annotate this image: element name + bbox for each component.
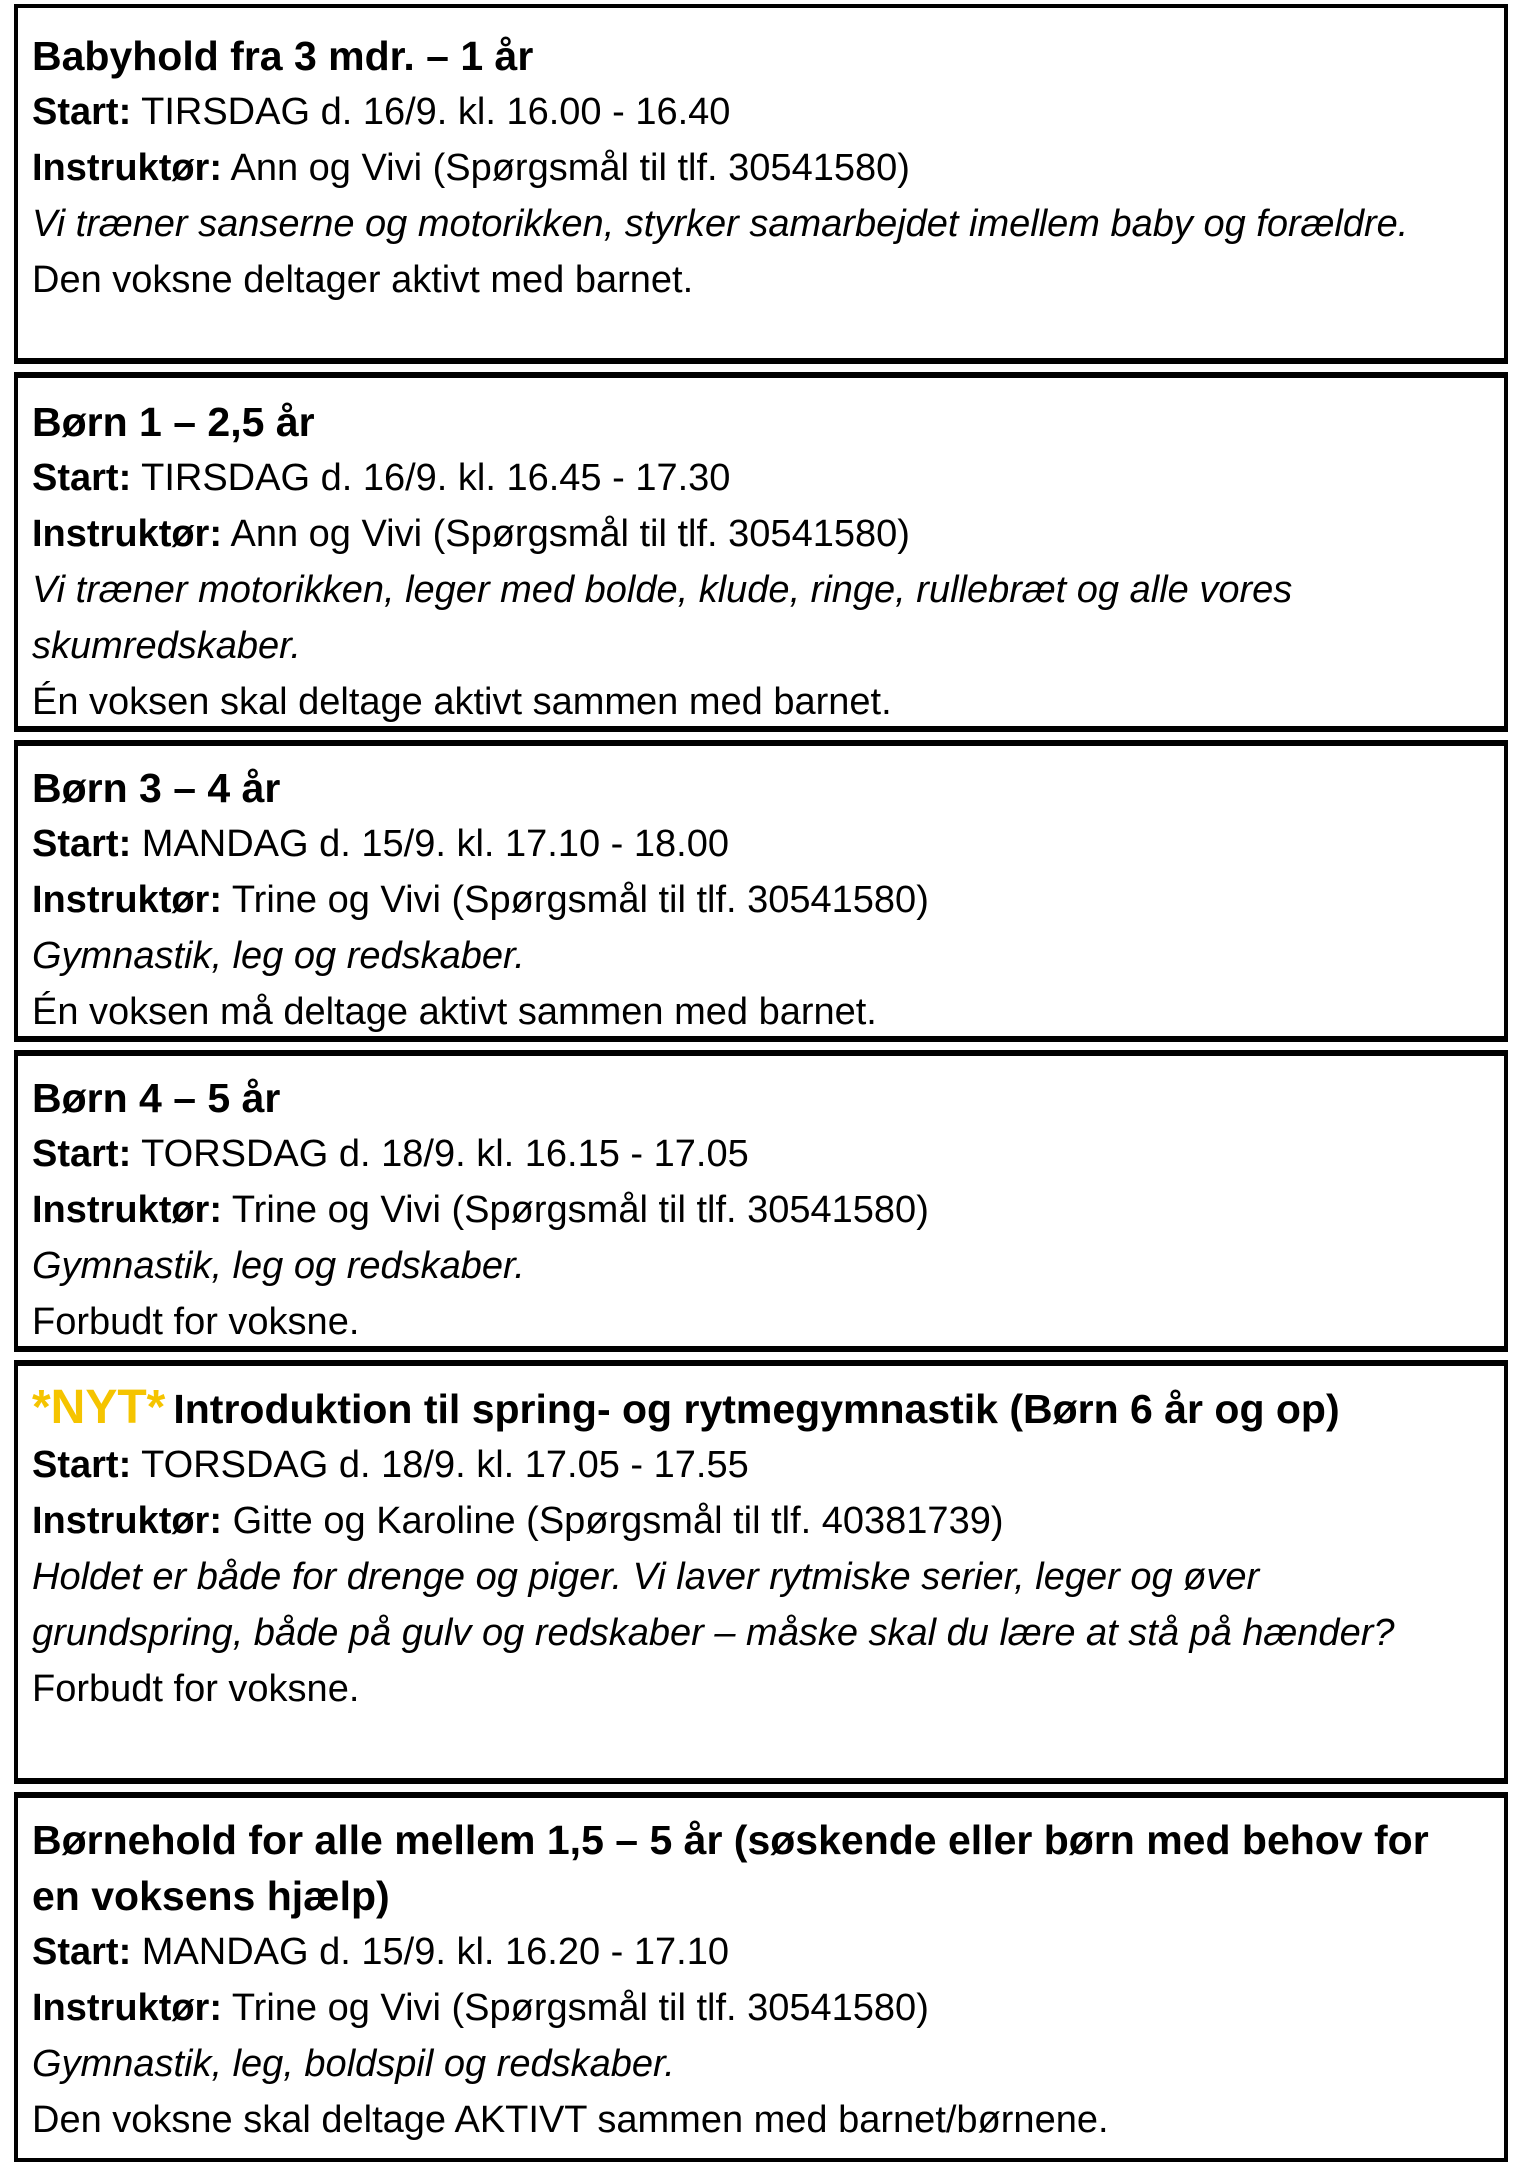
class-note: Forbudt for voksne. bbox=[32, 1668, 360, 1710]
start-line bbox=[32, 450, 1508, 506]
instructor-label: Instruktør: bbox=[32, 147, 222, 189]
instructor-value: Gitte og Karoline (Spørgsmål til tlf. 40381739) bbox=[232, 1500, 1004, 1542]
class-description: Holdet er både for drenge og piger. Vi laver rytmiske serier, leger og øver grundspring, både på gulv og redskaber – måske skal du lære at stå på hænder? bbox=[32, 1556, 1395, 1654]
class-section-boern-3-4 bbox=[14, 740, 1508, 1034]
class-title: Babyhold fra 3 mdr. – 1 år bbox=[32, 33, 534, 79]
class-section-boern-1-2-5 bbox=[14, 374, 1508, 724]
class-note: Den voksne deltager aktivt med barnet. bbox=[32, 259, 694, 301]
class-title: Introduktion til spring- og rytmegymnastik (Børn 6 år og op) bbox=[173, 1386, 1340, 1432]
instructor-label: Instruktør: bbox=[32, 1189, 222, 1231]
instructor-value: Trine og Vivi (Spørgsmål til tlf. 30541580) bbox=[231, 879, 929, 921]
start-line bbox=[32, 816, 1508, 872]
class-description: Gymnastik, leg og redskaber. bbox=[32, 935, 525, 977]
class-description: Vi træner sanserne og motorikken, styrker samarbejdet imellem baby og forældre. bbox=[32, 203, 1409, 245]
new-badge: *NYT* bbox=[32, 1381, 166, 1434]
start-label: Start: bbox=[32, 1444, 132, 1486]
instructor-line bbox=[32, 1182, 1508, 1238]
instructor-line bbox=[32, 872, 1508, 928]
instructor-label: Instruktør: bbox=[32, 1500, 222, 1542]
start-label: Start: bbox=[32, 1931, 132, 1973]
class-section-babyhold bbox=[14, 8, 1508, 358]
instructor-value: Trine og Vivi (Spørgsmål til tlf. 30541580) bbox=[231, 1189, 929, 1231]
class-title: Børn 3 – 4 år bbox=[32, 765, 281, 811]
class-note: Den voksne skal deltage AKTIVT sammen med barnet/børnene. bbox=[32, 2099, 1109, 2141]
instructor-line bbox=[32, 1980, 1508, 2036]
instructor-label: Instruktør: bbox=[32, 513, 222, 555]
start-label: Start: bbox=[32, 1133, 132, 1175]
start-line bbox=[32, 1126, 1508, 1182]
start-value: TIRSDAG d. 16/9. kl. 16.45 - 17.30 bbox=[141, 457, 731, 499]
start-line bbox=[32, 1437, 1508, 1493]
instructor-value: Ann og Vivi (Spørgsmål til tlf. 30541580) bbox=[230, 147, 910, 189]
start-value: TORSDAG d. 18/9. kl. 16.15 - 17.05 bbox=[141, 1133, 749, 1175]
start-label: Start: bbox=[32, 457, 132, 499]
class-title-line bbox=[32, 1380, 1508, 1437]
class-section-springgymnastik bbox=[14, 1360, 1508, 1776]
class-section-boern-4-5 bbox=[14, 1050, 1508, 1344]
start-line bbox=[32, 1924, 1508, 1980]
class-note: Én voksen skal deltage aktivt sammen med barnet. bbox=[32, 681, 892, 723]
class-note: Forbudt for voksne. bbox=[32, 1301, 360, 1343]
class-title: Børnehold for alle mellem 1,5 – 5 år (søskende eller børn med behov for en voksens hjælp) bbox=[32, 1817, 1429, 1919]
instructor-value: Ann og Vivi (Spørgsmål til tlf. 30541580) bbox=[230, 513, 910, 555]
instructor-label: Instruktør: bbox=[32, 1987, 222, 2029]
class-note: Én voksen må deltage aktivt sammen med barnet. bbox=[32, 991, 877, 1033]
start-value: TORSDAG d. 18/9. kl. 17.05 - 17.55 bbox=[141, 1444, 749, 1486]
start-value: TIRSDAG d. 16/9. kl. 16.00 - 16.40 bbox=[141, 91, 731, 133]
class-title: Børn 4 – 5 år bbox=[32, 1075, 281, 1121]
class-description: Gymnastik, leg og redskaber. bbox=[32, 1245, 525, 1287]
start-label: Start: bbox=[32, 823, 132, 865]
class-section-boernehold-alle bbox=[14, 1792, 1508, 2142]
instructor-label: Instruktør: bbox=[32, 879, 222, 921]
class-description: Gymnastik, leg, boldspil og redskaber. bbox=[32, 2043, 675, 2085]
instructor-line bbox=[32, 506, 1508, 562]
instructor-value: Trine og Vivi (Spørgsmål til tlf. 30541580) bbox=[231, 1987, 929, 2029]
instructor-line bbox=[32, 140, 1508, 196]
class-title: Børn 1 – 2,5 år bbox=[32, 399, 315, 445]
start-value: MANDAG d. 15/9. kl. 17.10 - 18.00 bbox=[141, 823, 729, 865]
instructor-line bbox=[32, 1493, 1508, 1549]
start-label: Start: bbox=[32, 91, 132, 133]
class-description: Vi træner motorikken, leger med bolde, klude, ringe, rullebræt og alle vores skumredskaber. bbox=[32, 569, 1293, 667]
start-value: MANDAG d. 15/9. kl. 16.20 - 17.10 bbox=[141, 1931, 729, 1973]
start-line bbox=[32, 84, 1508, 140]
